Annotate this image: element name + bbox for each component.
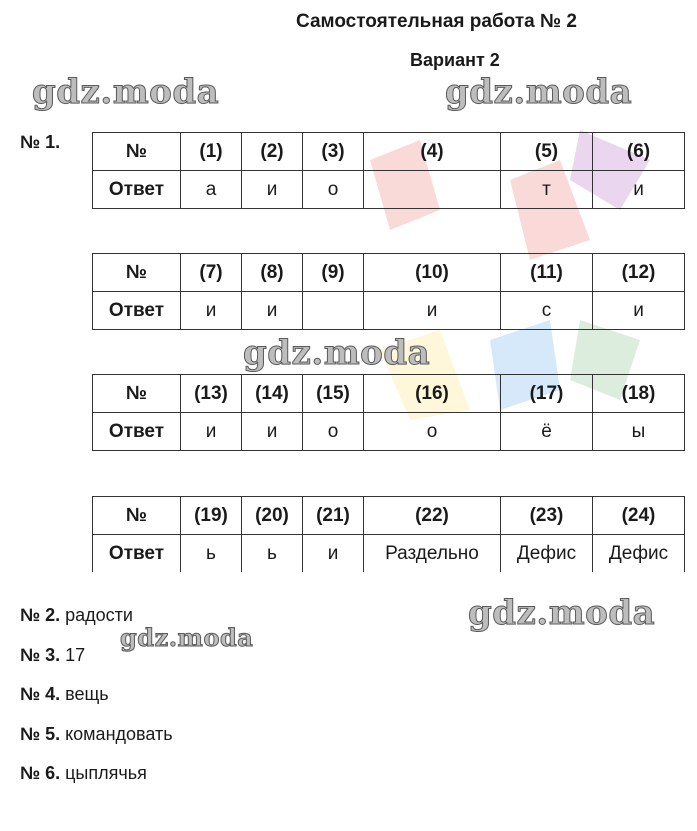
task-value: цыплячья bbox=[65, 763, 147, 783]
answer-header: Ответ bbox=[93, 413, 181, 451]
question-number: (6) bbox=[593, 133, 685, 171]
answer-cell bbox=[364, 171, 501, 209]
question-number: (7) bbox=[181, 254, 242, 292]
question-number: (21) bbox=[303, 497, 364, 535]
number-header: № bbox=[93, 254, 181, 292]
task-value: 17 bbox=[65, 645, 86, 665]
answer-table-4 bbox=[92, 496, 685, 572]
watermark: gdz.moda bbox=[468, 593, 656, 633]
table-row bbox=[93, 171, 685, 209]
table-row bbox=[93, 292, 685, 330]
task-value: командовать bbox=[65, 724, 173, 744]
task-2-answer bbox=[20, 605, 133, 626]
answer-table-2 bbox=[92, 253, 685, 330]
watermark: gdz.moda bbox=[243, 333, 431, 373]
answer-cell: о bbox=[303, 171, 364, 209]
answer-cell: Дефис bbox=[501, 535, 593, 573]
answer-cell: а bbox=[181, 171, 242, 209]
question-number: (15) bbox=[303, 375, 364, 413]
answer-cell: и bbox=[181, 292, 242, 330]
answer-header: Ответ bbox=[93, 535, 181, 573]
table-row bbox=[93, 254, 685, 292]
question-number: (1) bbox=[181, 133, 242, 171]
number-header: № bbox=[93, 375, 181, 413]
answer-cell: Дефис bbox=[593, 535, 685, 573]
question-number: (24) bbox=[593, 497, 685, 535]
answer-header: Ответ bbox=[93, 171, 181, 209]
question-number: (19) bbox=[181, 497, 242, 535]
answer-cell: и bbox=[242, 171, 303, 209]
answer-cell: ь bbox=[242, 535, 303, 573]
task-label: № 4. bbox=[20, 684, 61, 704]
task-value: вещь bbox=[65, 684, 109, 704]
table-row bbox=[93, 535, 685, 573]
task-label: № 5. bbox=[20, 724, 61, 744]
answer-cell: и bbox=[593, 292, 685, 330]
variant-title: Вариант 2 bbox=[410, 50, 500, 70]
task-5-answer bbox=[20, 724, 173, 745]
question-number: (12) bbox=[593, 254, 685, 292]
watermark: gdz.moda bbox=[445, 72, 633, 112]
task-label: № 3. bbox=[20, 645, 61, 665]
answer-cell: с bbox=[501, 292, 593, 330]
answer-cell: и bbox=[242, 292, 303, 330]
question-number: (20) bbox=[242, 497, 303, 535]
task-label: № 2. bbox=[20, 605, 61, 625]
answer-cell: о bbox=[364, 413, 501, 451]
question-number: (10) bbox=[364, 254, 501, 292]
question-number: (11) bbox=[501, 254, 593, 292]
question-number: (8) bbox=[242, 254, 303, 292]
question-number: (22) bbox=[364, 497, 501, 535]
answer-cell bbox=[303, 292, 364, 330]
question-number: (13) bbox=[181, 375, 242, 413]
answer-cell: и bbox=[181, 413, 242, 451]
question-number: (18) bbox=[593, 375, 685, 413]
answer-cell: о bbox=[303, 413, 364, 451]
number-header: № bbox=[93, 497, 181, 535]
page-title: Самостоятельная работа № 2 bbox=[296, 11, 577, 32]
answer-cell: ё bbox=[501, 413, 593, 451]
answer-table-1 bbox=[92, 132, 685, 209]
question-number: (5) bbox=[501, 133, 593, 171]
answer-cell: и bbox=[242, 413, 303, 451]
table-row bbox=[93, 375, 685, 413]
task-4-answer bbox=[20, 684, 109, 705]
answer-cell: и bbox=[303, 535, 364, 573]
answer-header: Ответ bbox=[93, 292, 181, 330]
answer-cell: ы bbox=[593, 413, 685, 451]
task-6-answer bbox=[20, 763, 147, 784]
task-label: № 6. bbox=[20, 763, 61, 783]
answer-cell: ь bbox=[181, 535, 242, 573]
task-3-answer bbox=[20, 645, 85, 666]
question-number: (17) bbox=[501, 375, 593, 413]
watermark: gdz.moda bbox=[32, 72, 220, 112]
task-1-label: № 1. bbox=[20, 132, 61, 152]
task-value: радости bbox=[65, 605, 133, 625]
answer-cell: и bbox=[364, 292, 501, 330]
watermark: gdz.moda bbox=[120, 623, 254, 652]
question-number: (9) bbox=[303, 254, 364, 292]
question-number: (2) bbox=[242, 133, 303, 171]
table-row bbox=[93, 413, 685, 451]
answer-table-3 bbox=[92, 374, 685, 451]
answer-cell: и bbox=[593, 171, 685, 209]
number-header: № bbox=[93, 133, 181, 171]
answer-cell: Раздельно bbox=[364, 535, 501, 573]
question-number: (23) bbox=[501, 497, 593, 535]
answer-cell: т bbox=[501, 171, 593, 209]
question-number: (16) bbox=[364, 375, 501, 413]
question-number: (14) bbox=[242, 375, 303, 413]
question-number: (4) bbox=[364, 133, 501, 171]
question-number: (3) bbox=[303, 133, 364, 171]
table-row bbox=[93, 133, 685, 171]
table-row bbox=[93, 497, 685, 535]
